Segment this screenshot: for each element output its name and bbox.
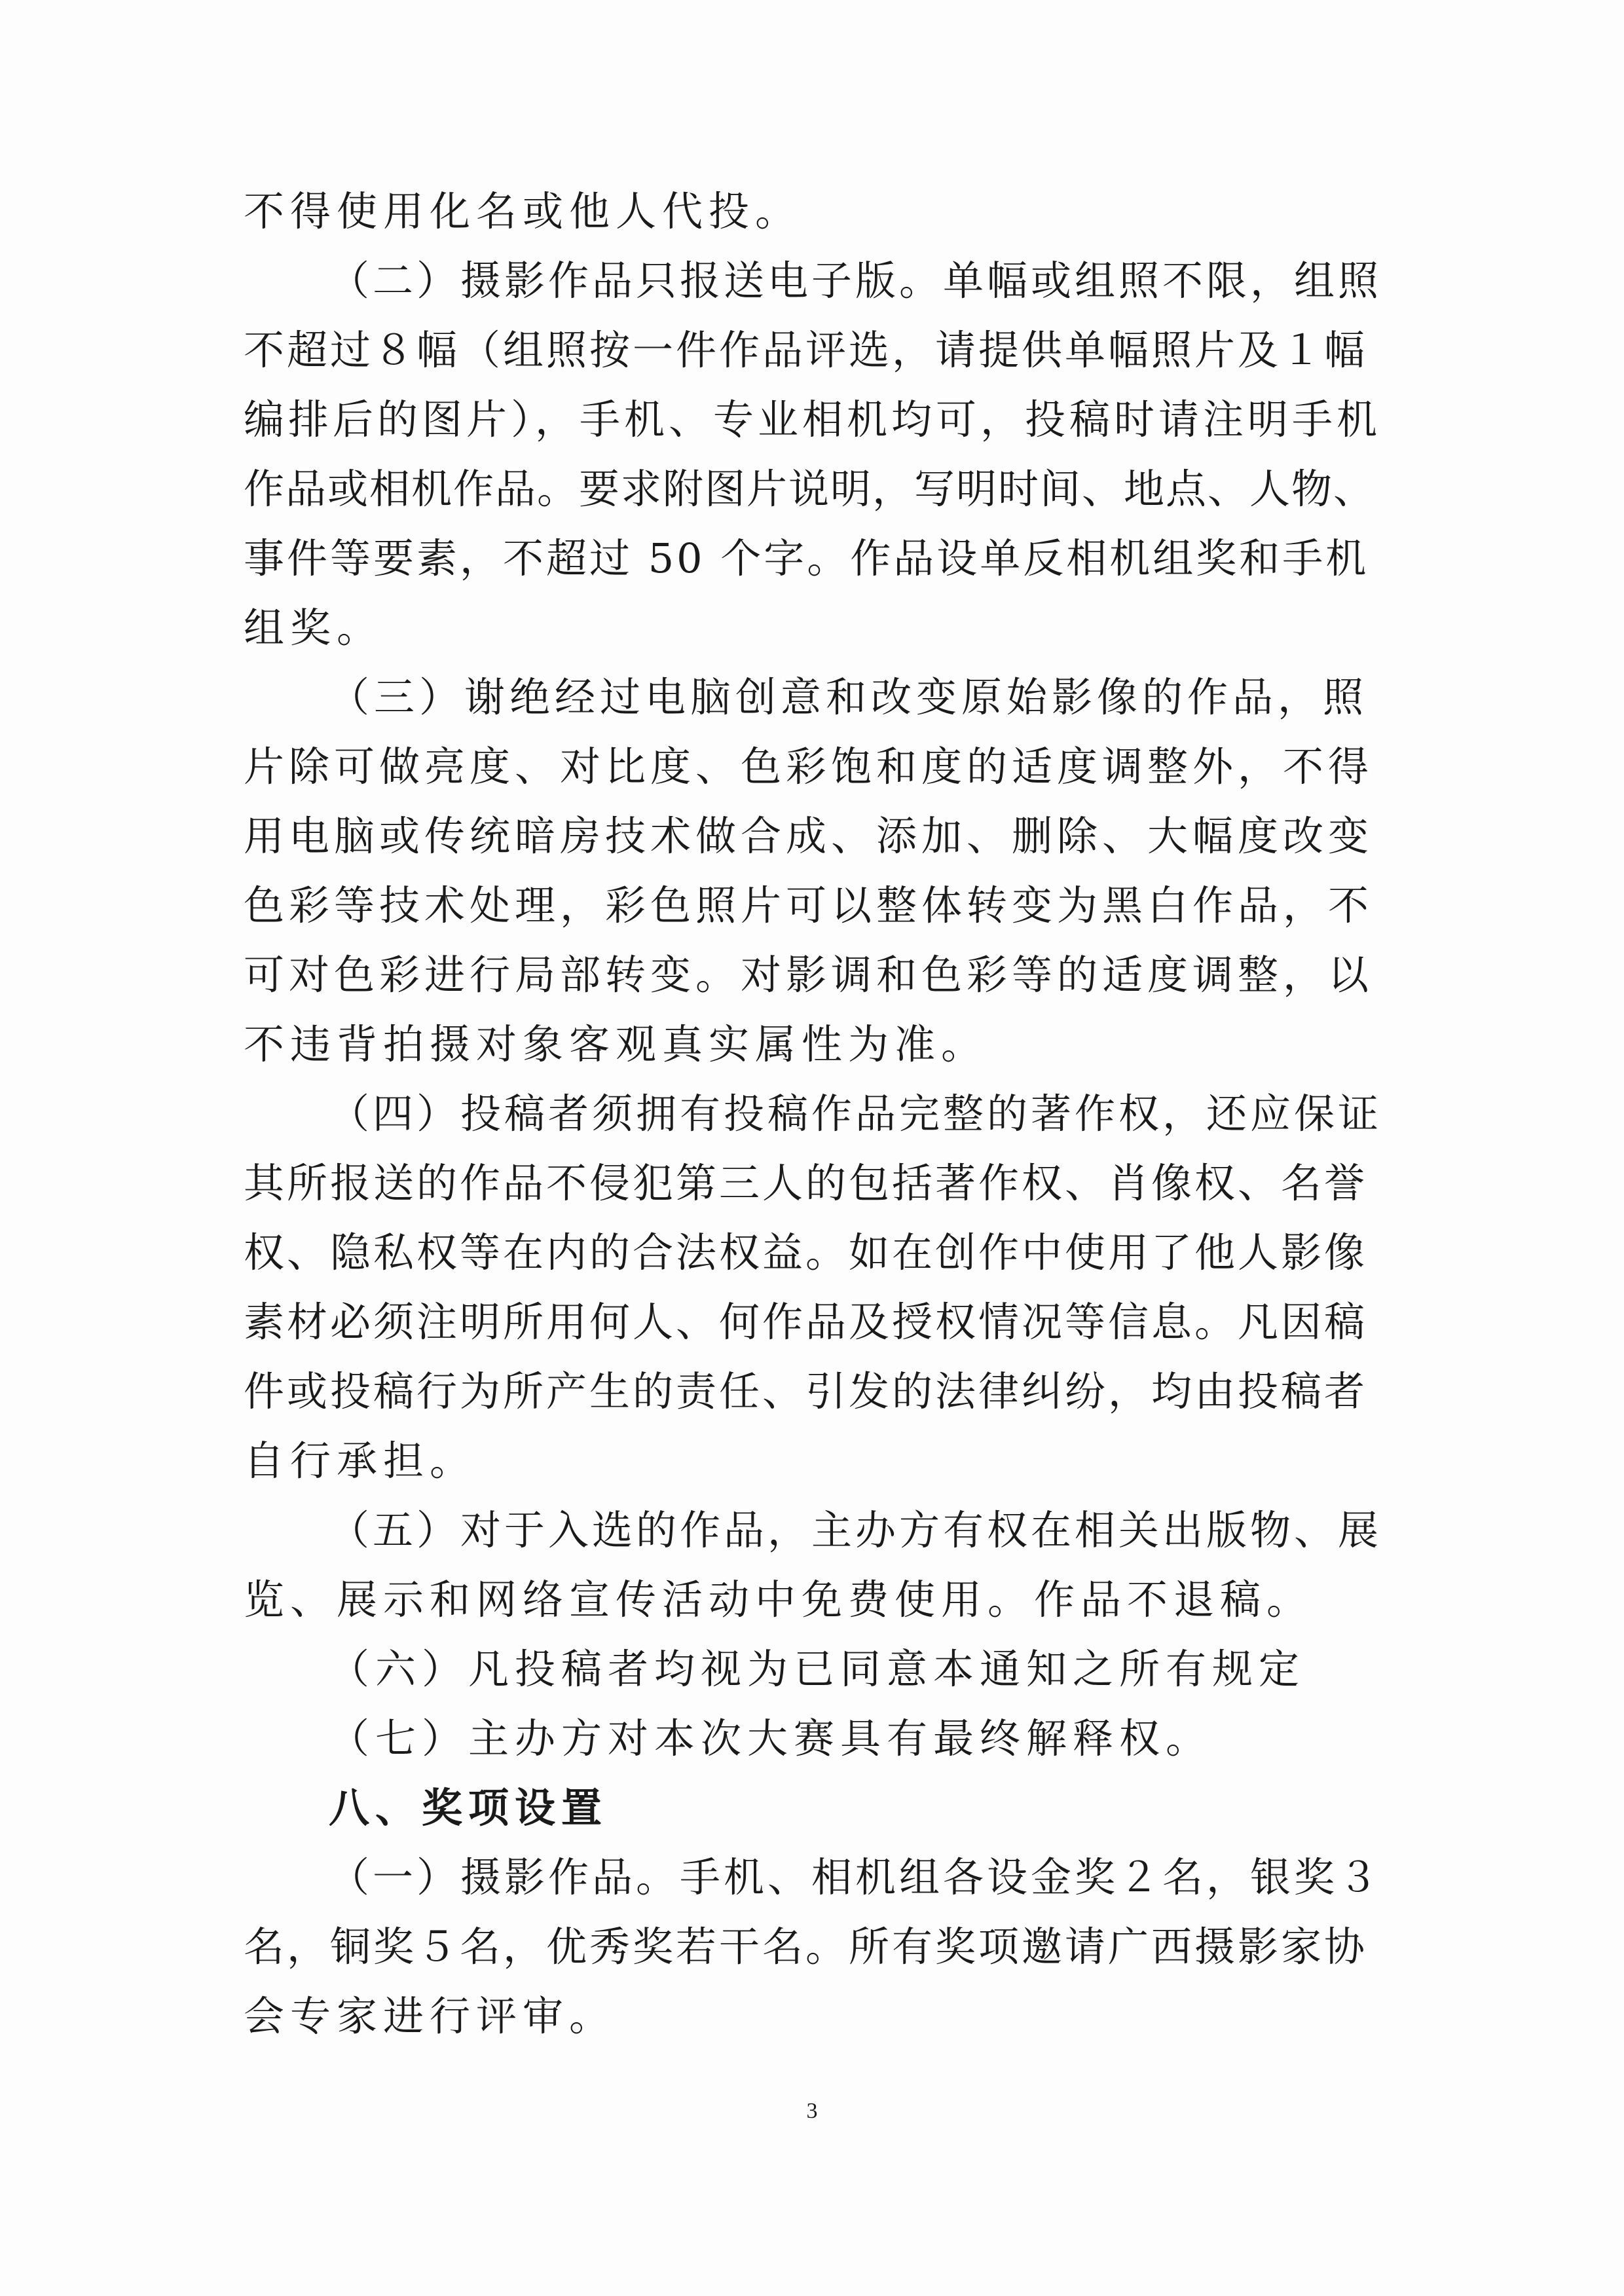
paragraph-line: 其所报送的作品不侵犯第三人的包括著作权、肖像权、名誉 (244, 1159, 1368, 1207)
paragraph-line: 片除可做亮度、对比度、色彩饱和度的适度调整外，不得 (244, 743, 1374, 790)
paragraph-line: 编排后的图片），手机、专业相机均可，投稿时请注明手机 (244, 396, 1382, 443)
paragraph-line: 组奖。 (244, 604, 384, 652)
paragraph-line: （四）投稿者须拥有投稿作品完整的著作权，还应保证 (329, 1090, 1382, 1138)
paragraph-line: 不违背拍摄对象客观真实属性为准。 (244, 1020, 988, 1068)
paragraph-line: 作品或相机作品。要求附图片说明，写明时间、地点、人物、 (244, 465, 1376, 513)
paragraph-line: 会专家进行评审。 (244, 1992, 616, 2040)
paragraph-line: 不超过８幅（组照按一件作品评选，请提供单幅照片及１幅 (244, 326, 1368, 374)
paragraph-line: 素材必须注明所用何人、何作品及授权情况等信息。凡因稿 (244, 1298, 1368, 1346)
paragraph-line: 用电脑或传统暗房技术做合成、添加、删除、大幅度改变 (244, 812, 1374, 860)
paragraph-line: （六）凡投稿者均视为已同意本通知之所有规定 (329, 1645, 1306, 1693)
paragraph-line: 件或投稿行为所产生的责任、引发的法律纠纷，均由投稿者 (244, 1367, 1368, 1415)
paragraph-line: 事件等要素，不超过 50 个字。作品设单反相机组奖和手机 (244, 534, 1369, 582)
page-number: 3 (806, 2099, 818, 2123)
paragraph-line: 览、展示和网络宣传活动中免费使用。作品不退稿。 (244, 1576, 1314, 1623)
paragraph-line: （二）摄影作品只报送电子版。单幅或组照不限，组照 (329, 257, 1382, 305)
paragraph-line: （七）主办方对本次大赛具有最终解释权。 (329, 1714, 1213, 1762)
paragraph-line: （一）摄影作品。手机、相机组各设金奖２名，银奖３ (329, 1853, 1382, 1901)
paragraph-line: 名，铜奖５名，优秀奖若干名。所有奖项邀请广西摄影家协 (244, 1923, 1368, 1971)
paragraph-line: （三）谢绝经过电脑创意和改变原始影像的作品，照 (329, 673, 1369, 721)
paragraph-line: 不得使用化名或他人代投。 (244, 187, 802, 235)
section-heading: 八、奖项设置 (329, 1784, 608, 1832)
paragraph-line: 自行承担。 (244, 1437, 477, 1485)
paragraph-line: 可对色彩进行局部转变。对影调和色彩等的适度调整，以 (244, 951, 1374, 999)
paragraph-line: （五）对于入选的作品，主办方有权在相关出版物、展 (329, 1506, 1382, 1554)
paragraph-line: 权、隐私权等在内的合法权益。如在创作中使用了他人影像 (244, 1229, 1368, 1276)
paragraph-line: 色彩等技术处理，彩色照片可以整体转变为黑白作品，不 (244, 881, 1374, 929)
